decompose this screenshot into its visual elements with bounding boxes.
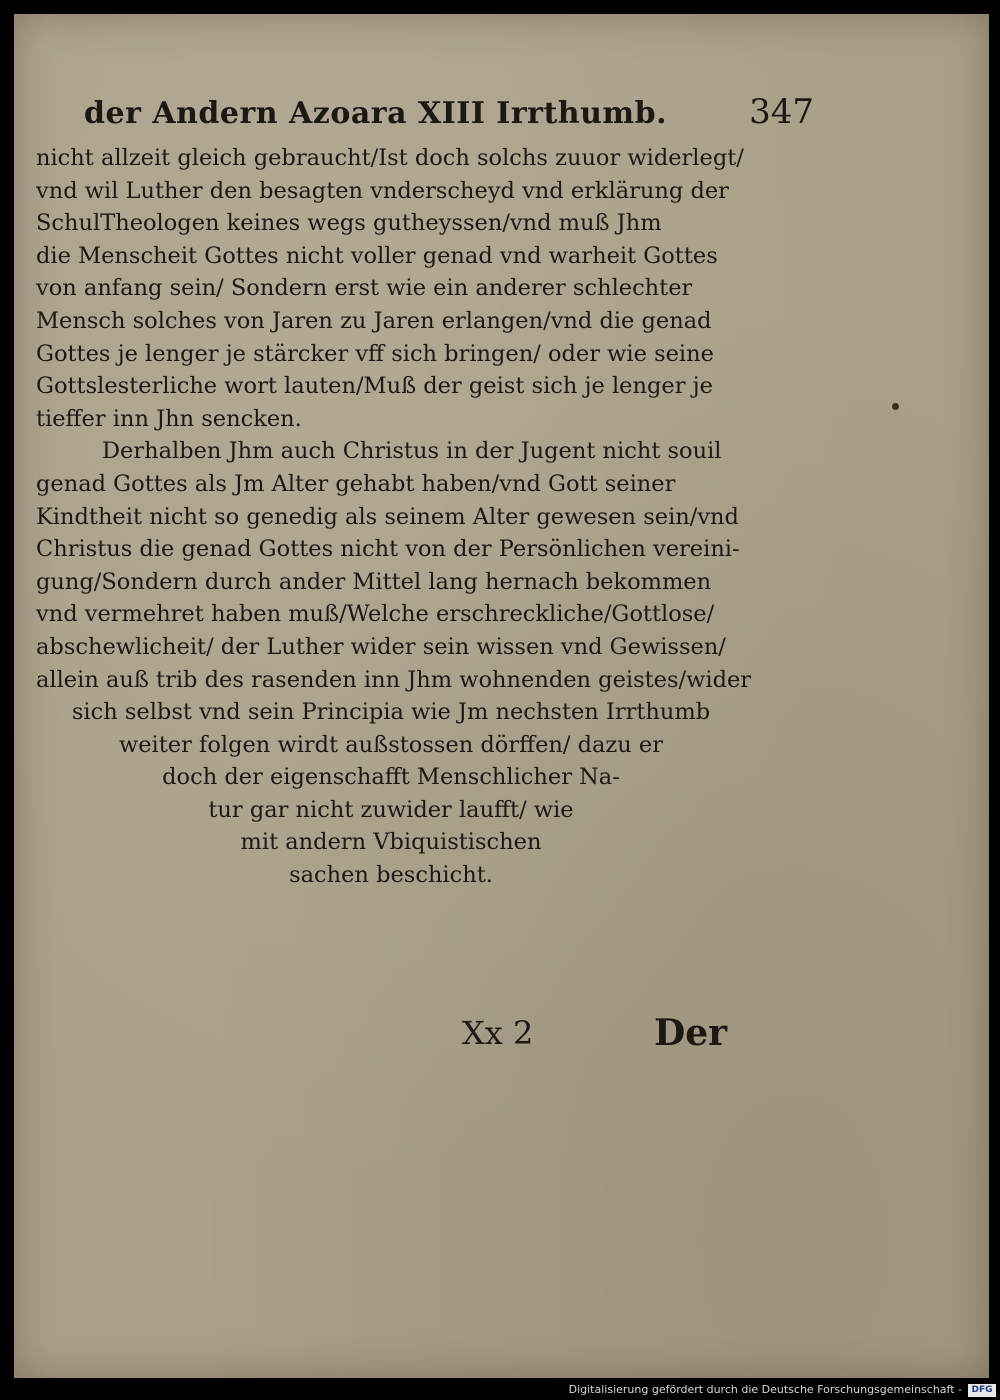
tapered-line: sachen beschicht. — [289, 862, 493, 889]
catchword: Der — [654, 1012, 728, 1054]
text-line: Gottslesterliche wort lauten/Muß der geist sich je lenger je — [36, 373, 713, 400]
text-line: abschewlicheit/ der Luther wider sein wissen vnd Gewissen/ — [36, 633, 726, 660]
text-line: Christus die genad Gottes nicht von der Persönlichen vereini- — [36, 536, 740, 563]
tapered-line: mit andern Vbiquistischen — [240, 829, 542, 856]
tapered-line: tur gar nicht zuwider laufft/ wie — [208, 796, 574, 823]
text-line: nicht allzeit gleich gebraucht/Ist doch solchs zuuor widerlegt/ — [36, 145, 744, 171]
dfg-logo: DFG — [968, 1384, 996, 1397]
text-line: vnd vermehret haben muß/Welche erschreckliche/Gottlose/ — [36, 601, 715, 628]
book-page — [14, 14, 989, 1378]
digitization-footer — [0, 1382, 1000, 1400]
page-number: 347 — [749, 92, 814, 132]
text-line: Kindtheit nicht so genedig als seinem Alter gewesen sein/vnd — [36, 503, 739, 530]
tapered-line: weiter folgen wirdt außstossen dörffen/ dazu er — [118, 731, 663, 758]
text-line: SchulTheologen keines wegs gutheyssen/vnd muß Jhm — [36, 210, 662, 237]
running-head: der Andern Azoara XIII Irrthumb. — [84, 96, 668, 131]
tapered-line: doch der eigenschafft Menschlicher Na- — [162, 764, 620, 791]
text-line: gung/Sondern durch ander Mittel lang hernach bekommen — [36, 568, 712, 595]
body-text — [36, 142, 752, 892]
page-header — [84, 86, 814, 136]
text-line: tieffer inn Jhn sencken. — [36, 405, 302, 432]
text-line: die Menscheit Gottes nicht voller genad vnd warheit Gottes — [36, 242, 718, 269]
page-footer — [14, 1004, 989, 1064]
tapered-line: sich selbst vnd sein Principia wie Jm nechsten Irrthumb — [71, 699, 711, 726]
text-line: von anfang sein/ Sondern erst wie ein anderer schlechter — [36, 275, 693, 302]
text-line: allein auß trib des rasenden inn Jhm wohnenden geistes/wider — [36, 666, 752, 693]
text-line: Mensch solches von Jaren zu Jaren erlangen/vnd die genad — [36, 307, 712, 334]
ink-speck — [892, 403, 899, 410]
paragraph-start-line: Derhalben Jhm auch Christus in der Jugent nicht souil — [102, 438, 722, 465]
text-line: Gottes je lenger je stärcker vff sich bringen/ oder wie seine — [36, 340, 714, 367]
digitization-notice: Digitalisierung gefördert durch die Deutsche Forschungsgemeinschaft - — [568, 1383, 962, 1396]
signature-mark: Xx 2 — [462, 1014, 534, 1052]
text-line: genad Gottes als Jm Alter gehabt haben/vnd Gott seiner — [36, 470, 676, 497]
text-line: vnd wil Luther den besagten vnderscheyd vnd erklärung der — [36, 177, 729, 204]
